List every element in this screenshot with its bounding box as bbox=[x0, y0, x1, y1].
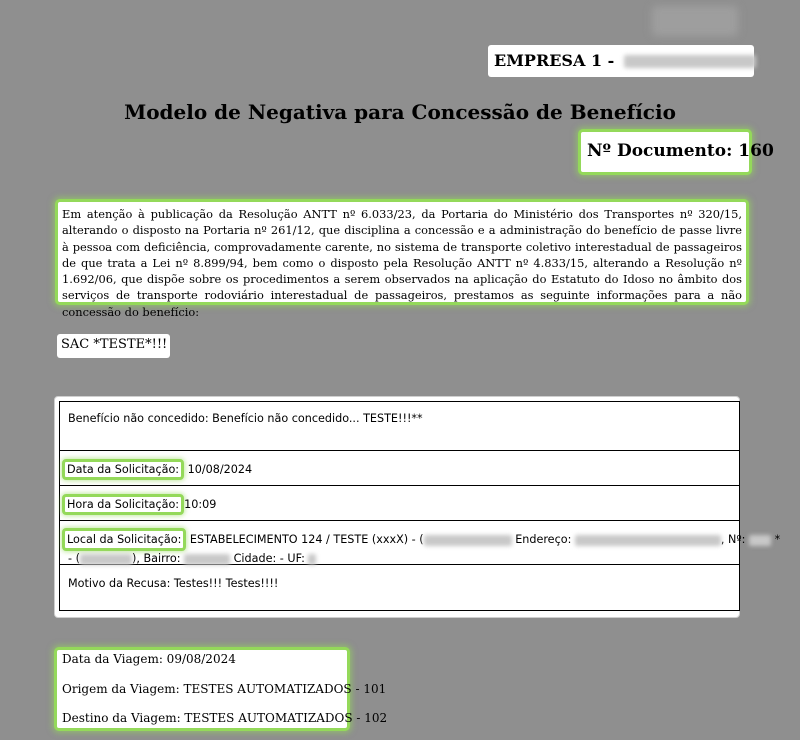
trip-destination: Destino da Viagem: TESTES AUTOMATIZADOS - 102 bbox=[62, 711, 388, 725]
table-row bbox=[60, 565, 739, 612]
table-row bbox=[60, 402, 739, 451]
request-place-value: ESTABELECIMENTO 124 / TESTE (xxxX) - ( bbox=[189, 533, 424, 546]
table-row bbox=[60, 451, 739, 486]
document-number: Nº Documento: 160 bbox=[578, 129, 752, 175]
benefit-status: Benefício não concedido: Benefício não concedido... TESTE!!!** bbox=[68, 412, 423, 425]
request-date-value: 10/08/2024 bbox=[187, 463, 253, 476]
trip-date: Data da Viagem: 09/08/2024 bbox=[62, 652, 236, 666]
company-header bbox=[488, 45, 754, 77]
sac-label: SAC *TESTE*!!! bbox=[57, 334, 170, 358]
table-row bbox=[60, 486, 739, 521]
redacted-state bbox=[308, 554, 316, 565]
redacted-number bbox=[749, 535, 771, 546]
redacted-company-name bbox=[624, 55, 756, 68]
table-row bbox=[60, 521, 781, 565]
redacted-logo bbox=[652, 6, 738, 36]
intro-paragraph: Em atenção à publicação da Resolução ANTT nº 6.033/23, da Portaria do Ministério dos Transportes nº 320/15, alterando o disposto na Portaria nº 261/12, que disciplina a concessão e a administração do benefício de passe livre à pessoa com deficiência, comprovadamente carente, no sistema de transporte coletivo interestadual de passageiros de que trata a Lei nº 8.899/94, bem como o disposto pela Resolução ANTT nº 4.833/15, alterando a Resolução nº 1.692/06, que dispõe sobre os procedimentos a serem observados na aplicação do Estatuto do Idoso no âmbito dos serviços de transporte rodoviário interestadual de passageiros, prestamos as seguinte informações para a não concessão do benefício: bbox=[55, 199, 749, 305]
dash: - bbox=[68, 552, 73, 565]
redacted-address bbox=[575, 535, 721, 546]
trip-info bbox=[54, 647, 388, 731]
neighborhood-label: ), Bairro: bbox=[131, 552, 181, 565]
request-time-label: Hora da Solicitação: bbox=[62, 494, 184, 515]
asterisk: * bbox=[774, 533, 781, 546]
redacted-area-code bbox=[80, 554, 132, 565]
address-label: Endereço: bbox=[515, 533, 572, 546]
city-state-label: Cidade: - UF: bbox=[233, 552, 305, 565]
redacted-neighborhood bbox=[184, 554, 230, 565]
request-time-value: 10:09 bbox=[184, 498, 217, 511]
refusal-reason: Motivo da Recusa: Testes!!! Testes!!!! bbox=[68, 577, 279, 590]
refusal-table bbox=[59, 401, 781, 611]
number-label: , Nº: bbox=[720, 533, 746, 546]
open-paren: ( bbox=[75, 552, 80, 565]
request-date-label: Data da Solicitação: bbox=[62, 459, 184, 480]
redacted-phone bbox=[424, 535, 512, 546]
refusal-table-container bbox=[54, 396, 781, 618]
request-place-label: Local da Solicitação: bbox=[62, 528, 186, 551]
company-label: EMPRESA 1 - bbox=[494, 51, 615, 70]
trip-origin: Origem da Viagem: TESTES AUTOMATIZADOS - 101 bbox=[62, 681, 387, 696]
page-title: Modelo de Negativa para Concessão de Benefício bbox=[124, 100, 676, 124]
